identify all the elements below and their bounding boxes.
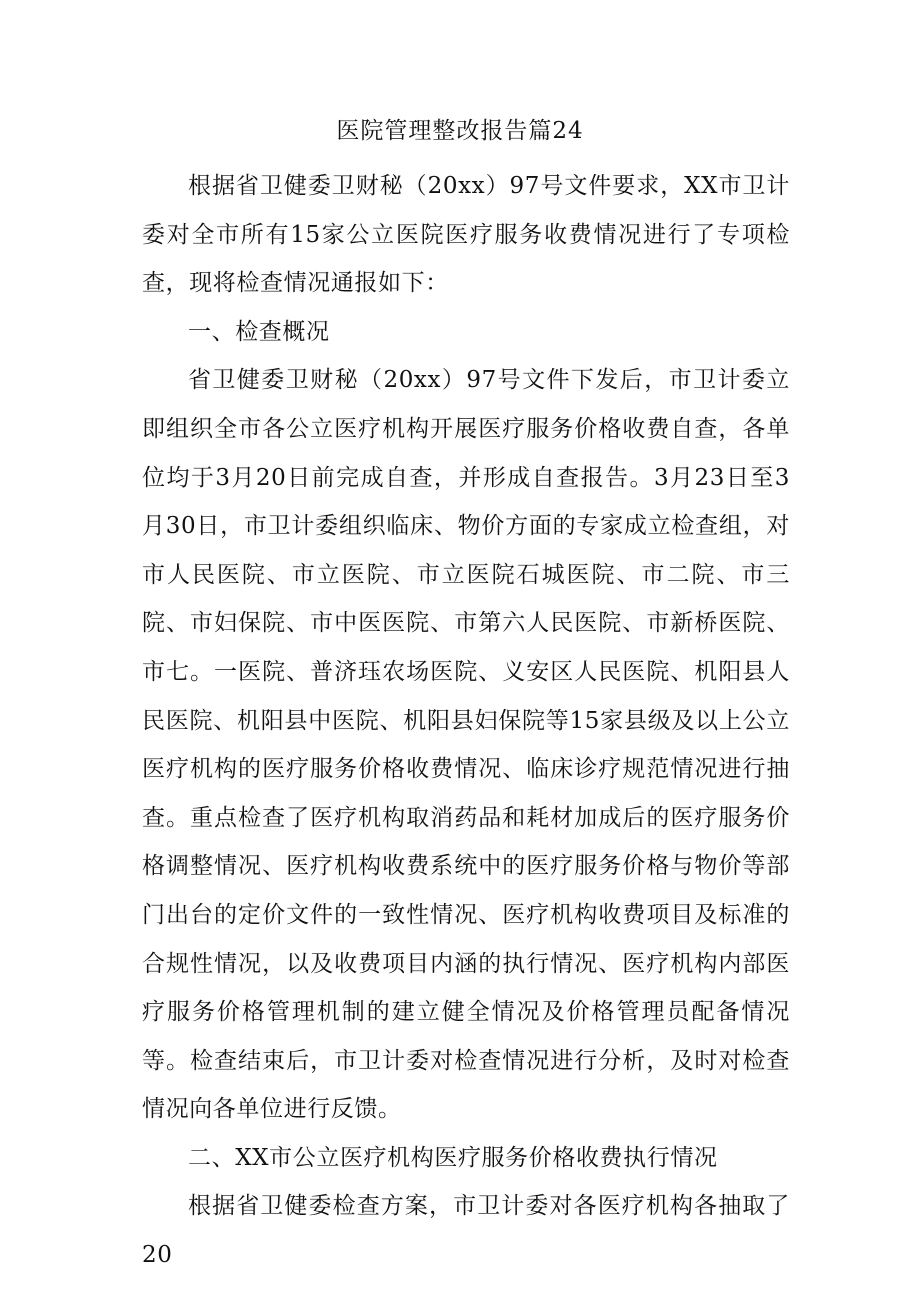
section-heading-execution: 二、XX市公立医疗机构医疗服务价格收费执行情况: [188, 1144, 718, 1171]
document-title: 医院管理整改报告篇24: [336, 118, 584, 144]
document-body: [142, 162, 790, 1280]
execution-paragraph: 根据省卫健委检查方案，市卫计委对各医疗机构各抽取了20: [142, 1193, 790, 1269]
overview-paragraph: 省卫健委卫财秘（20xx）97号文件下发后，市卫计委立即组织全市各公立医疗机构开展医疗服务价格收费自查，各单位均于3月20日前完成自查，并形成自查报告。3月23日至3月30日，市卫计委组织临床、物价方面的专家成立检查组，对市人民医院、市立医院、市立医院石城医院、市二院、市三院、市妇保院、市中医医院、市第六人民医院、市新桥医院、市七。一医院、普济珏农场医院、义安区人民医院、机阳县人民医院、机阳县中医院、机阳县妇保院等15家县级及以上公立医疗机构的医疗服务价格收费情况、临床诊疗规范情况进行抽查。重点检查了医疗机构取消药品和耗材加成后的医疗服务价格调整情况、医疗机构收费系统中的医疗服务价格与物价等部门出台的定价文件的一致性情况、医疗机构收费项目及标准的合规性情况，以及收费项目内涵的执行情况、医疗机构内部医疗服务价格管理机制的建立健全情况及价格管理员配备情况等。检查结束后，市卫计委对检查情况进行分析，及时对检查情况向各单位进行反馈。: [142, 367, 790, 1123]
intro-paragraph: 根据省卫健委卫财秘（20xx）97号文件要求，XX市卫计委对全市所有15家公立医院医疗服务收费情况进行了专项检查，现将检查情况通报如下：: [142, 173, 790, 297]
section-heading-overview: 一、检查概况: [188, 318, 330, 345]
